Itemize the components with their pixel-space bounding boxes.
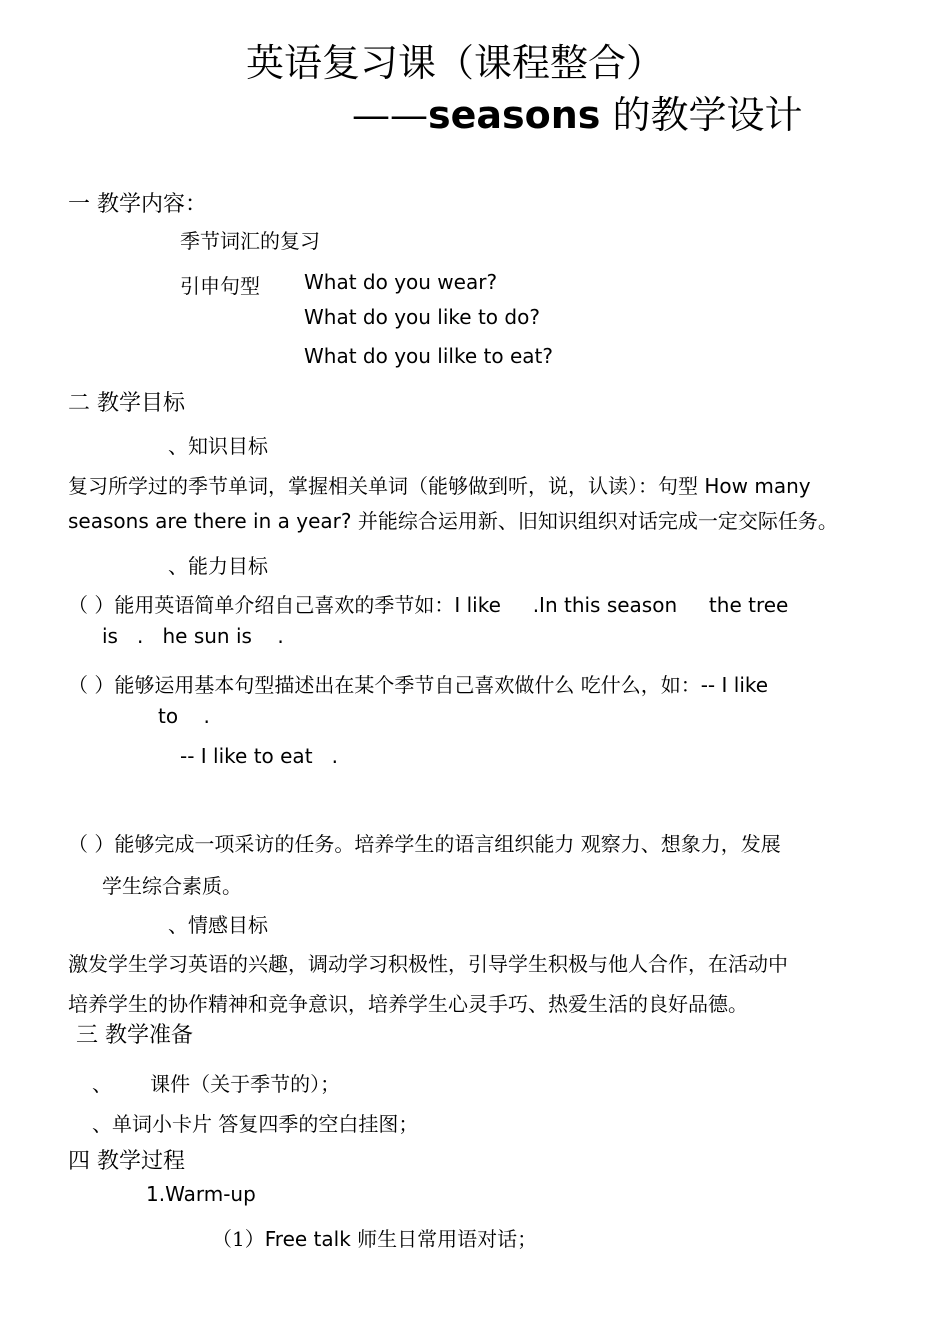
free-talk-number: （1）: [212, 1227, 265, 1251]
title-dash: ——: [352, 93, 428, 137]
pattern-label: 引申句型: [180, 274, 260, 298]
ability-item-2-line3: -- I like to eat .: [180, 744, 338, 768]
knowledge-goal-title: 、知识目标: [168, 434, 268, 458]
ability-item-1-line2: is . he sun is .: [102, 624, 284, 648]
ability-item-1: [68, 589, 788, 618]
question-wear: What do you wear?: [304, 270, 498, 294]
knowledge-goal-line1-cn: 复习所学过的季节单词，掌握相关单词（能够做到听，说，认读）：句型: [68, 474, 698, 498]
title-line1: 英语复习课（课程整合）: [246, 41, 665, 85]
emotion-goal-line2: 培养学生的协作精神和竞争意识，培养学生心灵手巧、热爱生活的良好品德。: [68, 992, 748, 1016]
question-eat: What do you lilke to eat?: [304, 344, 553, 368]
ability-item-1-en: I like .In this season the tree: [454, 593, 789, 617]
knowledge-goal-line1: [68, 470, 811, 499]
emotion-goal-line1: 激发学生学习英语的兴趣，调动学习积极性，引导学生积极与他人合作，在活动中: [68, 952, 788, 976]
knowledge-goal-line1-en: How many: [704, 474, 811, 498]
knowledge-goal-line2: [68, 505, 838, 534]
knowledge-goal-line2-cn: 并能综合运用新、旧知识组织对话完成一定交际任务。: [357, 509, 838, 533]
ability-goal-title: 、能力目标: [168, 554, 268, 578]
prep-item-2: 、单词小卡片 答复四季的空白挂图；: [92, 1112, 419, 1136]
step-warmup: 1.Warm-up: [146, 1182, 256, 1206]
ability-item-1-cn: （ ）能用英语简单介绍自己喜欢的季节如：: [68, 593, 455, 617]
ability-item-2: [68, 669, 768, 698]
knowledge-goal-line2-en: seasons are there in a year?: [68, 509, 352, 533]
ability-item-2-line2: to .: [158, 704, 210, 728]
section-1-heading: 一 教学内容：: [68, 192, 207, 217]
prep-item-1: 、 课件（关于季节的）；: [92, 1072, 341, 1096]
title-suffix: 的教学设计: [612, 93, 803, 137]
free-talk-cn: 师生日常用语对话；: [357, 1227, 538, 1251]
title-line2: [352, 84, 802, 139]
section-4-heading: 四 教学过程: [68, 1149, 185, 1174]
title-seasons: seasons: [428, 93, 601, 137]
free-talk-en: Free talk: [264, 1227, 351, 1251]
question-do: What do you like to do?: [304, 305, 540, 329]
section-3-heading: 三 教学准备: [76, 1023, 193, 1048]
emotion-goal-title: 、情感目标: [168, 913, 268, 937]
ability-item-3-line1: （ ）能够完成一项采访的任务。培养学生的语言组织能力 观察力、想象力，发展: [68, 832, 781, 856]
vocab-review: 季节词汇的复习: [180, 229, 320, 253]
ability-item-2-cn: （ ）能够运用基本句型描述出在某个季节自己喜欢做什么 吃什么，如：: [68, 673, 701, 697]
step-free-talk: [212, 1223, 537, 1252]
section-2-heading: 二 教学目标: [68, 391, 185, 416]
ability-item-2-en: -- I like: [700, 673, 769, 697]
ability-item-3-line2: 学生综合素质。: [102, 874, 242, 898]
